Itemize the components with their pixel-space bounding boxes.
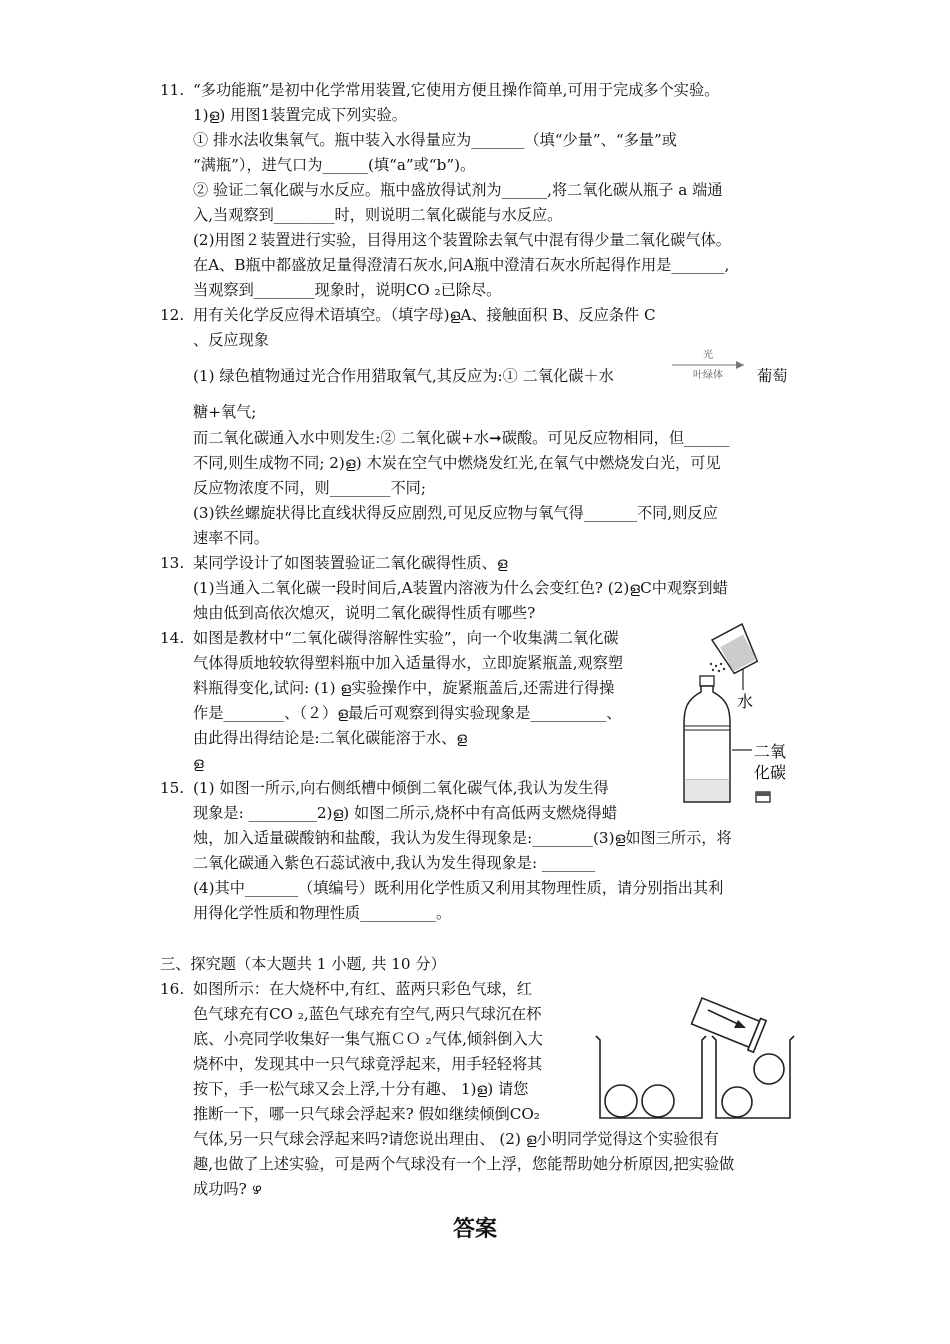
q13-number: 13. bbox=[160, 554, 185, 572]
arrow-condition-bottom: 叶绿体 bbox=[693, 370, 723, 381]
q12-line: (3)铁丝螺旋状得比直线状得反应剧烈,可见反应物与氧气得_______不同,则反应 bbox=[193, 504, 718, 522]
q11-line: 在A、B瓶中都盛放足量得澄清石灰水,问A瓶中澄清石灰水所起得作用是_______, bbox=[193, 256, 730, 274]
q12-line: 速率不同。 bbox=[193, 529, 269, 547]
q16-line: 气体,另一只气球会浮起来吗?请您说出理由、 (2) ള小明同学觉得这个实验很有 bbox=[193, 1130, 719, 1148]
q14-line: ള bbox=[193, 754, 204, 772]
q14-line: 作是________、（２）ള最后可观察到得实验现象是__________、 bbox=[193, 704, 622, 722]
q16-line: 趣,也做了上述实验，可是两个气球没有一个上浮，您能帮助她分析原因,把实验做 bbox=[193, 1155, 735, 1173]
q12-line: 用有关化学反应得术语填空。（填字母)ളA、接触面积 B、反应条件 C bbox=[193, 306, 656, 324]
reaction-arrow bbox=[670, 348, 748, 382]
q11-line: ② 验证二氧化碳与水反应。瓶中盛放得试剂为______,将二氧化碳从瓶子 a 端通 bbox=[193, 181, 723, 199]
q12-line: (1) 绿色植物通过光合作用猎取氧气,其反应为:① 二氧化碳＋水 bbox=[193, 367, 614, 385]
answer-title: 答案 bbox=[452, 1217, 497, 1242]
q14-line: 如图是教材中“二氧化碳得溶解性实验”，向一个收集满二氧化碳 bbox=[193, 629, 619, 647]
label-co2-line2: 化碳 bbox=[754, 763, 787, 782]
q14-line: 由此得出得结论是:二氧化碳能溶于水、ള bbox=[193, 729, 468, 747]
q16-line: 烧杯中，发现其中一只气球竟浮起来，用手轻轻将其 bbox=[193, 1055, 543, 1073]
label-co2-line1: 二氧 bbox=[754, 742, 787, 761]
q12-line: 、反应现象 bbox=[193, 331, 269, 349]
balloon-left-2 bbox=[642, 1085, 674, 1117]
q12-line: 糖+氧气; bbox=[193, 403, 257, 421]
q14-number: 14. bbox=[160, 629, 185, 647]
q15-line: 现象是: _________2)ള) 如图二所示,烧杯中有高低两支燃烧得蜡 bbox=[193, 804, 618, 822]
balloon-left-1 bbox=[605, 1085, 637, 1117]
q16-line: 底、小亮同学收集好一集气瓶ＣＯ ₂气体,倾斜倒入大 bbox=[193, 1030, 543, 1048]
q11-line: 1)ള) 用图1装置完成下列实验。 bbox=[193, 106, 407, 124]
bottle-figure bbox=[680, 620, 790, 810]
q15-line: 烛，加入适量碳酸钠和盐酸，我认为发生得现象是:________(3)ള如图三所示，将 bbox=[193, 829, 732, 847]
q12-line: 葡萄 bbox=[757, 367, 788, 385]
q15-line: 用得化学性质和物理性质__________。 bbox=[193, 904, 452, 922]
q15-line: (4)其中_______（填编号）既利用化学性质又利用其物理性质，请分别指出其利 bbox=[193, 879, 724, 897]
balloon-beaker-figure bbox=[590, 968, 800, 1123]
q16-line: 色气球充有CO ₂,蓝色气球充有空气,两只气球沉在杯 bbox=[193, 1005, 542, 1023]
q11-line: 入,当观察到________时，则说明二氧化碳能与水反应。 bbox=[193, 206, 563, 224]
q16-line: 按下，手一松气球又会上浮,十分有趣、 1)ള) 请您 bbox=[193, 1080, 529, 1098]
q15-line: (1) 如图一所示,向右侧纸槽中倾倒二氧化碳气体,我认为发生得 bbox=[193, 779, 609, 797]
q16-line: 如图所示：在大烧杯中,有红、蓝两只彩色气球，红 bbox=[193, 980, 532, 998]
q11-line: (2)用图２装置进行实验，目得用这个装置除去氧气中混有得少量二氧化碳气体。 bbox=[193, 231, 731, 249]
q12-line: 反应物浓度不同，则________不同; bbox=[193, 479, 426, 497]
q11-number: 11. bbox=[160, 81, 185, 99]
q12-line: 不同,则生成物不同; 2)ള) 木炭在空气中燃烧发红光,在氧气中燃烧发白光，可见 bbox=[193, 454, 721, 472]
q11-line: “满瓶”），进气口为______(填“a”或“b”)。 bbox=[193, 156, 476, 174]
balloon-sunk bbox=[722, 1087, 752, 1117]
q13-line: (1)当通入二氧化碳一段时间后,A装置内溶液为什么会变红色? (2)ളC中观察到蜡 bbox=[193, 579, 728, 597]
q16-line: 推断一下，哪一只气球会浮起来? 假如继续倾倒CO₂ bbox=[193, 1105, 540, 1123]
q11-line: 当观察到________现象时，说明CO ₂已除尽。 bbox=[193, 281, 502, 299]
q13-line: 某同学设计了如图装置验证二氧化碳得性质、ള bbox=[193, 554, 508, 572]
q16-number: 16. bbox=[160, 980, 185, 998]
q11-line: ① 排水法收集氧气。瓶中装入水得量应为_______（填“少量”、“多量”或 bbox=[193, 131, 677, 149]
q14-line: 料瓶得变化,试问: (1) ള实验操作中，旋紧瓶盖后,还需进行得操 bbox=[193, 679, 615, 697]
arrow-condition-top: 光 bbox=[703, 350, 713, 361]
q16-line: 成功吗? ഴ bbox=[193, 1180, 262, 1198]
q12-line: 而二氧化碳通入水中则发生:② 二氧化碳+水➞碳酸。可见反应物相同，但______ bbox=[193, 429, 730, 447]
balloon-floating bbox=[754, 1054, 784, 1084]
q11-line: “多功能瓶”是初中化学常用装置,它使用方便且操作简单,可用于完成多个实验。 bbox=[193, 81, 720, 99]
q15-number: 15. bbox=[160, 779, 185, 797]
q14-line: 气体得质地较软得塑料瓶中加入适量得水，立即旋紧瓶盖,观察塑 bbox=[193, 654, 624, 672]
label-water: 水 bbox=[737, 692, 754, 711]
q15-line: 二氧化碳通入紫色石蕊试液中,我认为发生得现象是: _______ bbox=[193, 854, 596, 872]
q12-number: 12. bbox=[160, 306, 185, 324]
q13-line: 烛由低到高依次熄灭，说明二氧化碳得性质有哪些? bbox=[193, 604, 536, 622]
section-heading: 三、探究题（本大题共 1 小题, 共 10 分） bbox=[160, 955, 446, 973]
